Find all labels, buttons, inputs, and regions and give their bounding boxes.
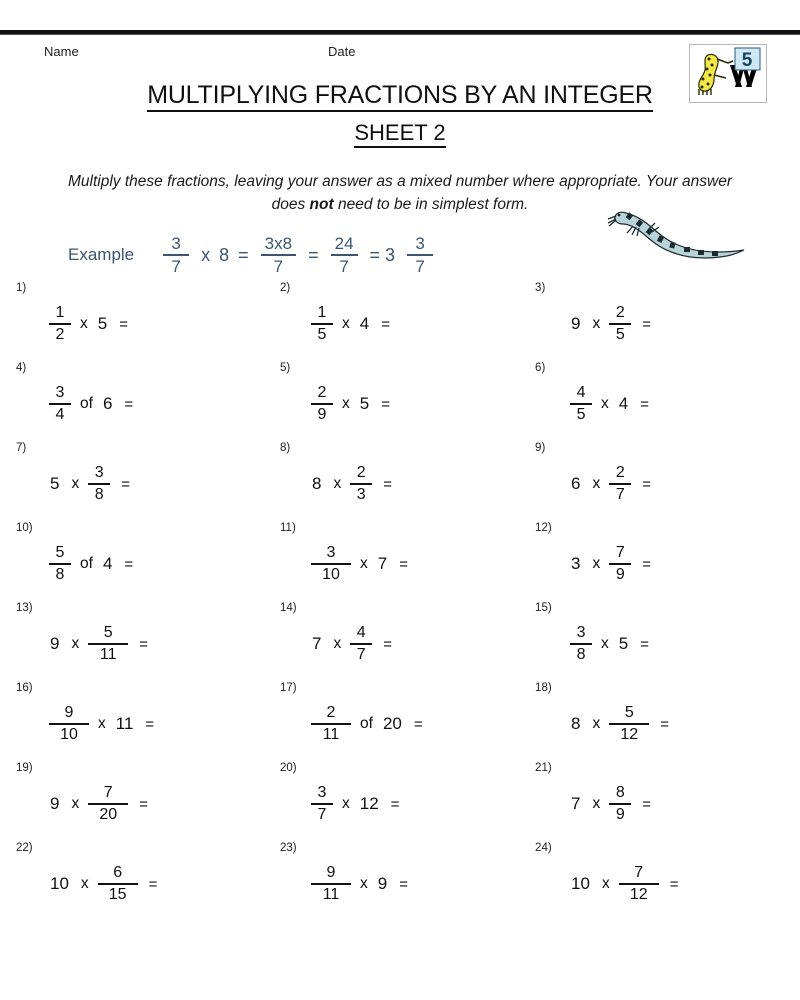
operator: x xyxy=(71,795,80,812)
numerator: 9 xyxy=(326,864,336,882)
problem-9[interactable] xyxy=(523,438,800,518)
numerator: 3 xyxy=(576,624,586,642)
numerator: 2 xyxy=(317,384,327,402)
equals-sign: = xyxy=(640,395,650,413)
denominator: 9 xyxy=(615,565,625,583)
fraction xyxy=(88,785,128,823)
integer-operand: 7 xyxy=(571,794,581,813)
problem-7[interactable] xyxy=(0,438,270,518)
fraction xyxy=(570,385,592,423)
problem-expression xyxy=(308,865,408,903)
problem-expression xyxy=(567,545,651,583)
example-equals-1: = xyxy=(238,244,249,265)
integer-operand: 10 xyxy=(571,874,590,893)
example-operator-1: x xyxy=(201,244,211,265)
numerator: 7 xyxy=(634,864,644,882)
integer-operand: 12 xyxy=(359,794,379,813)
page-subtitle xyxy=(0,120,800,146)
equals-sign: = xyxy=(145,715,155,733)
fraction xyxy=(49,305,71,343)
fraction xyxy=(49,545,71,583)
example-equals-2: = xyxy=(308,244,319,265)
date-label: Date xyxy=(328,44,356,59)
integer-operand: 5 xyxy=(50,474,60,493)
integer-operand: 11 xyxy=(115,714,134,733)
denominator: 5 xyxy=(615,325,625,343)
numerator: 3 xyxy=(171,234,181,253)
integer-operand: 10 xyxy=(50,874,69,893)
problem-15[interactable] xyxy=(523,598,800,678)
operator: x xyxy=(601,875,610,892)
example-row xyxy=(68,232,436,278)
problem-number: 6) xyxy=(535,362,546,374)
problem-expression xyxy=(567,465,651,503)
equals-sign: = xyxy=(119,315,128,333)
example-integer: 8 xyxy=(219,244,230,265)
numerator: 4 xyxy=(576,384,586,402)
numerator: 1 xyxy=(317,304,327,322)
page-title xyxy=(0,81,800,110)
integer-operand: 9 xyxy=(50,794,60,813)
problem-expression xyxy=(308,465,392,503)
integer-operand: 6 xyxy=(102,394,113,413)
denominator: 8 xyxy=(55,565,65,583)
equals-sign: = xyxy=(640,635,650,653)
problem-number: 16) xyxy=(16,682,33,694)
numerator: 3 xyxy=(55,384,65,402)
problem-expression xyxy=(46,465,130,503)
denominator: 8 xyxy=(576,645,586,663)
numerator: 8 xyxy=(615,784,625,802)
problem-17[interactable] xyxy=(270,678,523,758)
integer-operand: 5 xyxy=(97,314,108,333)
denominator: 12 xyxy=(629,885,648,903)
equals-sign: = xyxy=(413,715,423,733)
fraction xyxy=(609,785,631,823)
equals-sign: = xyxy=(148,875,158,893)
fraction xyxy=(609,545,631,583)
integer-operand: 7 xyxy=(377,554,388,573)
problem-19[interactable] xyxy=(0,758,270,838)
integer-operand: 7 xyxy=(312,634,322,653)
operator: x xyxy=(592,555,601,572)
example-label: Example xyxy=(68,245,135,264)
numerator: 2 xyxy=(326,704,336,722)
denominator: 7 xyxy=(615,485,625,503)
numerator: 5 xyxy=(55,544,65,562)
problem-expression xyxy=(567,705,669,743)
operator: x xyxy=(592,795,601,812)
integer-operand: 5 xyxy=(359,394,370,413)
denominator: 7 xyxy=(415,257,425,276)
fraction xyxy=(311,705,351,743)
equals-sign: = xyxy=(660,715,670,733)
operator: of xyxy=(80,555,93,572)
numerator: 4 xyxy=(356,624,366,642)
problem-expression xyxy=(308,305,390,343)
problem-number: 10) xyxy=(16,522,33,534)
integer-operand: 5 xyxy=(618,634,629,653)
problem-number: 9) xyxy=(535,442,546,454)
problem-6[interactable] xyxy=(523,358,800,438)
problem-number: 23) xyxy=(280,842,297,854)
equals-sign: = xyxy=(669,875,679,893)
problem-number: 14) xyxy=(280,602,297,614)
integer-operand: 3 xyxy=(571,554,581,573)
problem-number: 4) xyxy=(16,362,27,374)
operator: of xyxy=(80,395,93,412)
denominator: 2 xyxy=(55,325,65,343)
problem-expression xyxy=(46,705,154,743)
numerator: 5 xyxy=(103,624,113,642)
problem-number: 5) xyxy=(280,362,291,374)
fraction xyxy=(350,625,372,663)
fraction xyxy=(609,305,631,343)
problem-2[interactable] xyxy=(270,278,523,358)
problem-expression xyxy=(46,625,148,663)
problem-4[interactable] xyxy=(0,358,270,438)
problem-row xyxy=(0,758,800,838)
numerator: 6 xyxy=(113,864,123,882)
example-fraction-1 xyxy=(163,235,189,275)
equals-sign: = xyxy=(642,795,652,813)
denominator: 7 xyxy=(317,805,327,823)
example-equals-3: = 3 xyxy=(369,244,396,265)
problem-row xyxy=(0,598,800,678)
problem-13[interactable] xyxy=(0,598,270,678)
integer-operand: 9 xyxy=(377,874,388,893)
operator: of xyxy=(360,715,373,732)
integer-operand: 8 xyxy=(571,714,581,733)
operator: x xyxy=(601,395,609,412)
problem-expression xyxy=(308,705,423,743)
fraction xyxy=(311,305,333,343)
problem-row xyxy=(0,438,800,518)
example-fraction-4 xyxy=(407,235,433,275)
denominator: 12 xyxy=(620,725,639,743)
equals-sign: = xyxy=(381,315,390,333)
operator: x xyxy=(360,555,368,572)
example-fraction-3 xyxy=(331,235,358,275)
denominator: 7 xyxy=(356,645,366,663)
fraction xyxy=(609,465,631,503)
problem-5[interactable] xyxy=(270,358,523,438)
problem-16[interactable] xyxy=(0,678,270,758)
equals-sign: = xyxy=(399,875,408,893)
problem-8[interactable] xyxy=(270,438,523,518)
equals-sign: = xyxy=(383,635,392,653)
denominator: 11 xyxy=(99,645,117,663)
problem-24[interactable] xyxy=(523,838,800,918)
instructions-part2: need to be in simplest form. xyxy=(333,196,529,213)
numerator: 1 xyxy=(55,304,65,322)
problem-expression xyxy=(46,385,133,423)
problem-row xyxy=(0,678,800,758)
fraction xyxy=(350,465,372,503)
equals-sign: = xyxy=(399,555,408,573)
problem-number: 12) xyxy=(535,522,552,534)
integer-operand: 8 xyxy=(312,474,322,493)
operator: x xyxy=(342,795,350,812)
problem-expression xyxy=(308,625,392,663)
operator: x xyxy=(71,475,80,492)
equals-sign: = xyxy=(139,795,148,813)
problem-row xyxy=(0,278,800,358)
problem-expression xyxy=(308,785,399,823)
problem-expression xyxy=(46,305,128,343)
fraction xyxy=(98,865,138,903)
page-top-rule xyxy=(0,30,800,35)
problem-row xyxy=(0,358,800,438)
integer-operand: 6 xyxy=(571,474,581,493)
problem-10[interactable] xyxy=(0,518,270,598)
problem-number: 21) xyxy=(535,762,552,774)
problem-expression xyxy=(567,625,649,663)
page-subtitle-text: SHEET 2 xyxy=(354,120,445,148)
name-date-row xyxy=(0,44,800,64)
problem-expression xyxy=(46,545,133,583)
problem-12[interactable] xyxy=(523,518,800,598)
problem-number: 19) xyxy=(16,762,33,774)
problem-22[interactable] xyxy=(0,838,270,918)
equals-sign: = xyxy=(642,315,652,333)
denominator: 7 xyxy=(339,257,349,276)
problem-number: 8) xyxy=(280,442,291,454)
operator: x xyxy=(333,475,342,492)
instructions-emphasis: not xyxy=(309,196,334,213)
salamander-illustration xyxy=(600,193,750,273)
problem-expression xyxy=(567,385,649,423)
problem-expression xyxy=(567,865,678,903)
equals-sign: = xyxy=(390,795,400,813)
numerator: 24 xyxy=(334,234,354,253)
numerator: 3 xyxy=(415,234,425,253)
problem-expression xyxy=(308,385,390,423)
denominator: 9 xyxy=(615,805,625,823)
equals-sign: = xyxy=(124,395,134,413)
fraction xyxy=(311,785,333,823)
name-label: Name xyxy=(44,44,79,59)
numerator: 2 xyxy=(356,464,366,482)
problem-1[interactable] xyxy=(0,278,270,358)
operator: x xyxy=(71,635,80,652)
integer-operand: 4 xyxy=(359,314,370,333)
problem-expression xyxy=(46,785,148,823)
problem-number: 17) xyxy=(280,682,297,694)
numerator: 3 xyxy=(317,784,327,802)
problem-14[interactable] xyxy=(270,598,523,678)
fraction xyxy=(570,625,592,663)
problem-grid xyxy=(0,278,800,918)
problem-number: 24) xyxy=(535,842,552,854)
problem-number: 20) xyxy=(280,762,297,774)
problem-expression xyxy=(567,785,651,823)
instructions-part1: Multiply these fractions, leaving your answer as a mixed number where appropriate. Your answer does xyxy=(68,173,732,213)
problem-21[interactable] xyxy=(523,758,800,838)
fraction xyxy=(311,545,351,583)
equals-sign: = xyxy=(139,635,148,653)
integer-operand: 9 xyxy=(50,634,60,653)
denominator: 15 xyxy=(108,885,127,903)
numerator: 9 xyxy=(64,704,74,722)
operator: x xyxy=(342,315,350,332)
operator: x xyxy=(342,395,350,412)
page-title-text: MULTIPLYING FRACTIONS BY AN INTEGER xyxy=(147,81,653,112)
operator: x xyxy=(333,635,342,652)
integer-operand: 9 xyxy=(571,314,581,333)
numerator: 2 xyxy=(615,304,625,322)
problem-number: 1) xyxy=(16,282,27,294)
fraction xyxy=(88,625,128,663)
denominator: 4 xyxy=(55,405,65,423)
numerator: 2 xyxy=(615,464,625,482)
operator: x xyxy=(80,315,88,332)
problem-20[interactable] xyxy=(270,758,523,838)
problem-number: 3) xyxy=(535,282,546,294)
fraction xyxy=(311,385,333,423)
integer-operand: 20 xyxy=(382,714,402,733)
numerator: 5 xyxy=(624,704,634,722)
fraction xyxy=(88,465,110,503)
denominator: 5 xyxy=(317,325,327,343)
problem-expression xyxy=(567,305,651,343)
salamander-artwork xyxy=(600,193,750,273)
denominator: 11 xyxy=(322,725,340,743)
denominator: 10 xyxy=(322,565,340,583)
denominator: 7 xyxy=(273,257,284,276)
operator: x xyxy=(592,715,601,732)
example-fraction-2 xyxy=(261,235,296,275)
operator: x xyxy=(601,635,609,652)
fraction xyxy=(619,865,659,903)
denominator: 8 xyxy=(94,485,104,503)
operator: x xyxy=(360,875,368,892)
numerator: 7 xyxy=(615,544,625,562)
equals-sign: = xyxy=(381,395,390,413)
fraction xyxy=(609,705,649,743)
equals-sign: = xyxy=(121,475,130,493)
numerator: 3 xyxy=(94,464,104,482)
operator: x xyxy=(98,715,106,732)
equals-sign: = xyxy=(124,555,134,573)
denominator: 11 xyxy=(322,885,340,903)
integer-operand: 4 xyxy=(618,394,629,413)
problem-3[interactable] xyxy=(523,278,800,358)
numerator: 3 xyxy=(326,544,336,562)
operator: x xyxy=(592,315,601,332)
equals-sign: = xyxy=(642,555,652,573)
svg-text:5: 5 xyxy=(741,50,753,71)
equals-sign: = xyxy=(642,475,652,493)
problem-11[interactable] xyxy=(270,518,523,598)
problem-number: 15) xyxy=(535,602,552,614)
denominator: 10 xyxy=(60,725,78,743)
denominator: 9 xyxy=(317,405,327,423)
fraction xyxy=(311,865,351,903)
problem-number: 7) xyxy=(16,442,27,454)
fraction xyxy=(49,385,71,423)
operator: x xyxy=(80,875,89,892)
problem-23[interactable] xyxy=(270,838,523,918)
problem-number: 18) xyxy=(535,682,552,694)
problem-number: 13) xyxy=(16,602,33,614)
numerator: 3x8 xyxy=(264,234,293,253)
denominator: 5 xyxy=(576,405,586,423)
denominator: 20 xyxy=(99,805,118,823)
equals-sign: = xyxy=(383,475,392,493)
fraction xyxy=(49,705,89,743)
denominator: 3 xyxy=(356,485,366,503)
problem-row xyxy=(0,838,800,918)
numerator: 7 xyxy=(103,784,113,802)
denominator: 7 xyxy=(171,257,181,276)
problem-expression xyxy=(308,545,408,583)
problem-number: 11) xyxy=(280,522,296,534)
problem-number: 22) xyxy=(16,842,33,854)
problem-number: 2) xyxy=(280,282,291,294)
integer-operand: 4 xyxy=(102,554,113,573)
problem-row xyxy=(0,518,800,598)
problem-expression xyxy=(46,865,157,903)
problem-18[interactable] xyxy=(523,678,800,758)
operator: x xyxy=(592,475,601,492)
